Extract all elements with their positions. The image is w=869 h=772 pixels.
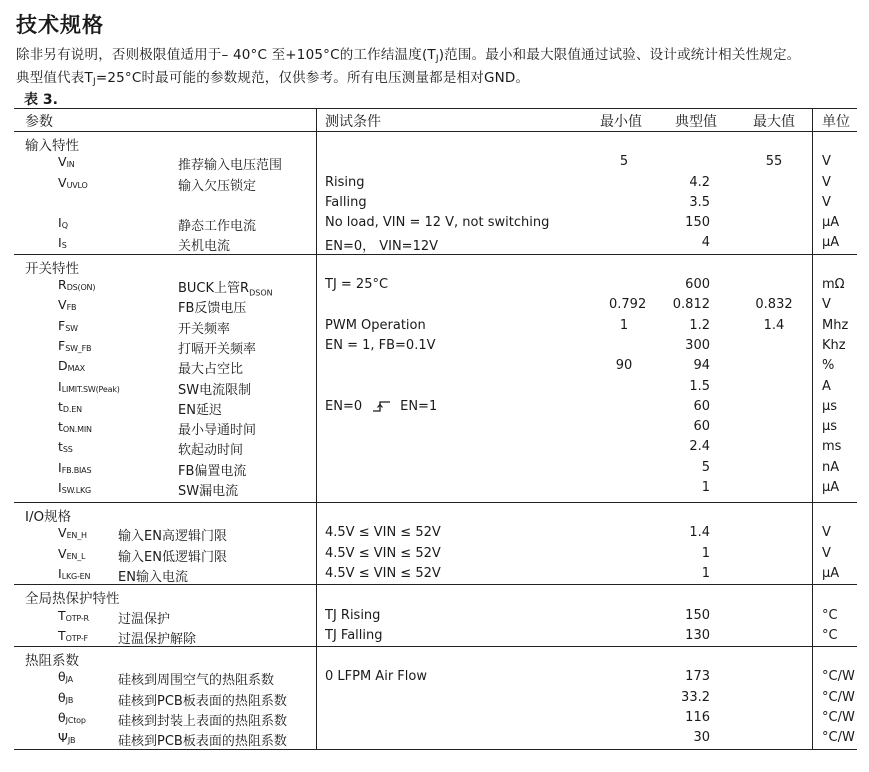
param-symbol [58, 690, 73, 705]
symbol: Ψ [58, 730, 68, 746]
param-description: 输入欠压锁定 [178, 178, 257, 194]
subscript: LKG-EN [61, 571, 91, 581]
symbol: F [58, 317, 66, 333]
typ-value: 116 [685, 710, 710, 726]
unit: mΩ [822, 277, 845, 293]
param-symbol [58, 608, 89, 623]
param-description: 软起动时间 [178, 443, 244, 459]
table-row [14, 152, 857, 172]
min-value: 1 [619, 317, 629, 333]
spec-table [14, 108, 857, 750]
typ-value: 150 [685, 215, 710, 231]
typ-value: 600 [685, 277, 710, 293]
header-max: 最大值 [753, 114, 795, 130]
test-condition: 4.5V ≤ VIN ≤ 52V [325, 545, 441, 561]
test-condition: Falling [325, 194, 367, 210]
param-description: 硅核到封装上表面的热阻系数 [118, 714, 288, 730]
table-row [14, 316, 857, 336]
typ-value: 300 [685, 337, 710, 353]
unit: Khz [822, 337, 846, 353]
symbol: t [58, 439, 63, 455]
subscript: SW_FB [65, 343, 92, 353]
subscript: J [92, 77, 96, 87]
table-row [14, 544, 857, 564]
typ-value: 1 [701, 545, 710, 561]
param-description: 过温保护 [118, 611, 171, 627]
param-symbol [58, 215, 68, 230]
param-description: 输入EN高逻辑门限 [118, 529, 227, 545]
unit: V [822, 194, 831, 210]
table-row [14, 728, 857, 748]
typ-value: 130 [685, 627, 710, 643]
subscript: DS(ON) [66, 283, 96, 293]
typ-value: 173 [685, 669, 710, 685]
subscript: LIMIT.SW(Peak) [61, 384, 120, 394]
symbol: V [58, 174, 67, 190]
param-description: 开关频率 [178, 321, 231, 337]
unit: V [822, 174, 831, 190]
param-description: 输入EN低逻辑门限 [118, 549, 227, 565]
param-description: 打嗝开关频率 [178, 341, 257, 357]
symbol: V [58, 297, 67, 313]
test-condition: EN = 1, FB=0.1V [325, 337, 436, 353]
typ-value: 150 [685, 607, 710, 623]
unit: μA [822, 235, 840, 251]
section-title: 热阻系数 [25, 653, 79, 670]
header-param: 参数 [25, 114, 53, 130]
table-caption: 表 3. [24, 92, 58, 108]
param-symbol [58, 154, 75, 169]
param-description: SW漏电流 [178, 484, 239, 500]
table-body [14, 132, 857, 750]
symbol: θ [58, 689, 66, 705]
subscript: SS [62, 445, 73, 455]
table-row [14, 213, 857, 233]
section-title-row [14, 255, 857, 275]
section-title: 开关特性 [25, 260, 79, 277]
intro-text: 典型值代表T [16, 70, 93, 86]
column-divider [812, 109, 813, 131]
typ-value: 1 [701, 480, 710, 496]
typ-value: 1 [701, 565, 710, 581]
unit: μA [822, 215, 840, 231]
param-symbol [58, 318, 78, 333]
subscript: S [61, 241, 67, 251]
param-description: SW电流限制 [178, 382, 252, 398]
max-value: 0.832 [755, 297, 793, 313]
unit: ms [822, 439, 842, 455]
typ-value: 0.812 [672, 297, 710, 313]
subscript: EN_L [66, 551, 86, 561]
typ-value: 4 [701, 235, 710, 251]
unit: °C/W [822, 669, 855, 685]
unit: °C/W [822, 689, 855, 705]
subscript: DSON [249, 288, 273, 298]
table-row [14, 458, 857, 478]
typ-value: 5 [701, 459, 710, 475]
test-condition [325, 399, 437, 414]
param-symbol [58, 566, 90, 581]
section-title: 输入特性 [25, 138, 79, 154]
unit: μA [822, 565, 840, 581]
test-condition: 4.5V ≤ VIN ≤ 52V [325, 565, 441, 581]
subscript: JCtop [65, 716, 86, 726]
table-row [14, 295, 857, 315]
symbol: t [58, 398, 63, 414]
subscript: SW.LKG [61, 486, 92, 496]
param-symbol [58, 480, 91, 495]
section-title-row [14, 585, 857, 608]
unit: V [822, 297, 831, 313]
typ-value: 30 [693, 730, 710, 746]
param-symbol [58, 297, 76, 312]
param-description: EN输入电流 [118, 569, 188, 585]
unit: V [822, 525, 831, 541]
test-condition: EN=0， VIN=12V [325, 239, 439, 255]
subscript: OTP-F [65, 633, 88, 643]
table-row [14, 356, 857, 376]
symbol: t [58, 419, 63, 435]
symbol: θ [58, 669, 66, 685]
table-row [14, 336, 857, 356]
table-row [14, 606, 857, 626]
typ-value: 1.2 [689, 317, 710, 333]
symbol: D [58, 358, 68, 374]
symbol: V [58, 525, 67, 541]
unit: Mhz [822, 317, 849, 333]
subscript: FB.BIAS [61, 465, 92, 475]
typ-value: 60 [693, 419, 710, 435]
typ-value: 3.5 [689, 194, 710, 210]
subscript: EN_H [66, 531, 87, 541]
unit: °C/W [822, 710, 855, 726]
table-section [14, 132, 857, 255]
symbol: F [58, 337, 66, 353]
table-row [14, 173, 857, 193]
param-description: 推荐输入电压范围 [178, 158, 283, 174]
param-description: 静态工作电流 [178, 219, 257, 235]
param-symbol [58, 460, 91, 475]
section-title-row [14, 503, 857, 526]
symbol: T [58, 627, 66, 643]
param-symbol [58, 710, 86, 725]
cond-pre: EN=0 [325, 398, 363, 414]
symbol: T [58, 607, 66, 623]
max-value: 1.4 [763, 317, 785, 333]
min-value: 90 [615, 358, 633, 374]
param-description: 最大占空比 [178, 362, 244, 378]
param-symbol [58, 399, 82, 414]
param-description: 关机电流 [178, 239, 231, 255]
unit: μs [822, 419, 838, 435]
unit: μA [822, 480, 840, 496]
param-symbol [58, 338, 91, 353]
subscript: MAX [67, 364, 85, 374]
section-title: 全局热保护特性 [25, 591, 120, 608]
param-description: 硅核到PCB板表面的热阻系数 [118, 734, 287, 750]
table-row [14, 193, 857, 213]
intro-text: =25°C时最可能的参数规范，仅供参考。所有电压测量都是相对GND。 [95, 70, 530, 86]
table-section [14, 647, 857, 749]
test-condition: TJ Falling [325, 627, 383, 643]
section-title-row [14, 647, 857, 670]
column-divider [316, 109, 317, 131]
param-description: FB偏置电流 [178, 463, 247, 479]
table-row [14, 667, 857, 687]
rising-edge-icon [372, 400, 392, 412]
param-symbol [58, 235, 67, 250]
symbol: I [58, 565, 62, 581]
test-condition: 4.5V ≤ VIN ≤ 52V [325, 525, 441, 541]
section-title: I/O规格 [25, 509, 72, 526]
test-condition: TJ = 25°C [325, 277, 389, 293]
typ-value: 1.4 [689, 525, 710, 541]
typ-value: 1.5 [689, 378, 710, 394]
table-row [14, 564, 857, 584]
subscript: IN [66, 160, 75, 170]
unit: μs [822, 398, 838, 414]
header-typ: 典型值 [675, 114, 717, 130]
intro-line-1 [16, 43, 800, 64]
param-description: 硅核到周围空气的热阻系数 [118, 673, 275, 689]
symbol: R [58, 277, 67, 293]
table-section [14, 585, 857, 647]
subscript: ON.MIN [62, 425, 92, 435]
subscript: UVLO [66, 180, 88, 190]
param-description: 最小导通时间 [178, 423, 257, 439]
symbol: V [58, 545, 67, 561]
subscript: SW [65, 323, 78, 333]
symbol: I [58, 480, 62, 496]
param-symbol [58, 546, 85, 561]
symbol: V [58, 154, 67, 170]
param-symbol [58, 379, 120, 394]
table-row [14, 708, 857, 728]
subscript: J [435, 54, 439, 64]
param-symbol [58, 277, 95, 292]
symbol: I [58, 459, 62, 475]
test-condition: TJ Rising [325, 607, 381, 623]
page-title: 技术规格 [16, 13, 104, 37]
intro-text: 除非另有说明，否则极限值适用于– 40°C 至+105°C的工作结温度(T [16, 47, 436, 63]
param-description: FB反馈电压 [178, 301, 247, 317]
table-row [14, 626, 857, 646]
table-row [14, 688, 857, 708]
typ-value: 60 [693, 398, 710, 414]
unit: nA [822, 459, 840, 475]
param-symbol [58, 419, 92, 434]
typ-value: 33.2 [681, 689, 710, 705]
unit: V [822, 545, 831, 561]
header-unit: 单位 [822, 114, 850, 130]
table-row [14, 275, 857, 298]
cond-post: EN=1 [400, 398, 438, 414]
min-value: 5 [619, 154, 629, 170]
table-row [14, 523, 857, 543]
table-row [14, 377, 857, 397]
symbol: I [58, 378, 62, 394]
param-symbol [58, 730, 75, 745]
param-symbol [58, 175, 88, 190]
table-row [14, 437, 857, 457]
table-section [14, 503, 857, 585]
subscript: JB [65, 695, 74, 705]
test-condition: PWM Operation [325, 317, 426, 333]
min-value: 0.792 [609, 297, 647, 313]
unit: V [822, 154, 831, 170]
unit: °C [822, 627, 838, 643]
typ-value: 2.4 [689, 439, 710, 455]
param-symbol [58, 669, 73, 684]
table-row [14, 233, 857, 253]
typ-value: 4.2 [689, 174, 710, 190]
param-description: 过温保护解除 [118, 631, 197, 647]
subscript: D.EN [62, 404, 82, 414]
param-symbol [58, 358, 85, 373]
param-symbol [58, 525, 87, 540]
subscript: FB [66, 303, 77, 313]
subscript: JB [67, 736, 76, 746]
section-title-row [14, 132, 857, 152]
table-row [14, 397, 857, 417]
intro-line-2 [16, 66, 529, 87]
param-description: EN延迟 [178, 402, 222, 418]
symbol: I [58, 235, 62, 251]
subscript: JA [65, 675, 73, 685]
desc-text: BUCK上管R [178, 281, 250, 297]
typ-value: 94 [693, 358, 710, 374]
unit: A [822, 378, 831, 394]
symbol: I [58, 215, 62, 231]
unit: % [822, 358, 835, 374]
subscript: Q [61, 221, 68, 231]
test-condition: 0 LFPM Air Flow [325, 669, 427, 685]
param-description: 硅核到PCB板表面的热阻系数 [118, 693, 287, 709]
test-condition: Rising [325, 174, 365, 190]
max-value: 55 [765, 154, 783, 170]
subscript: OTP-R [65, 613, 89, 623]
param-symbol [58, 628, 88, 643]
table-row [14, 478, 857, 502]
table-section [14, 255, 857, 503]
intro-text: )范围。最小和最大限值通过试验、设计或统计相关性规定。 [438, 47, 801, 63]
table-header [14, 108, 857, 132]
unit: °C [822, 607, 838, 623]
header-min: 最小值 [600, 114, 642, 130]
symbol: θ [58, 710, 66, 726]
test-condition: No load, VIN = 12 V, not switching [325, 215, 550, 231]
table-row [14, 417, 857, 437]
param-symbol [58, 439, 73, 454]
unit: °C/W [822, 730, 855, 746]
header-cond: 测试条件 [325, 114, 381, 130]
